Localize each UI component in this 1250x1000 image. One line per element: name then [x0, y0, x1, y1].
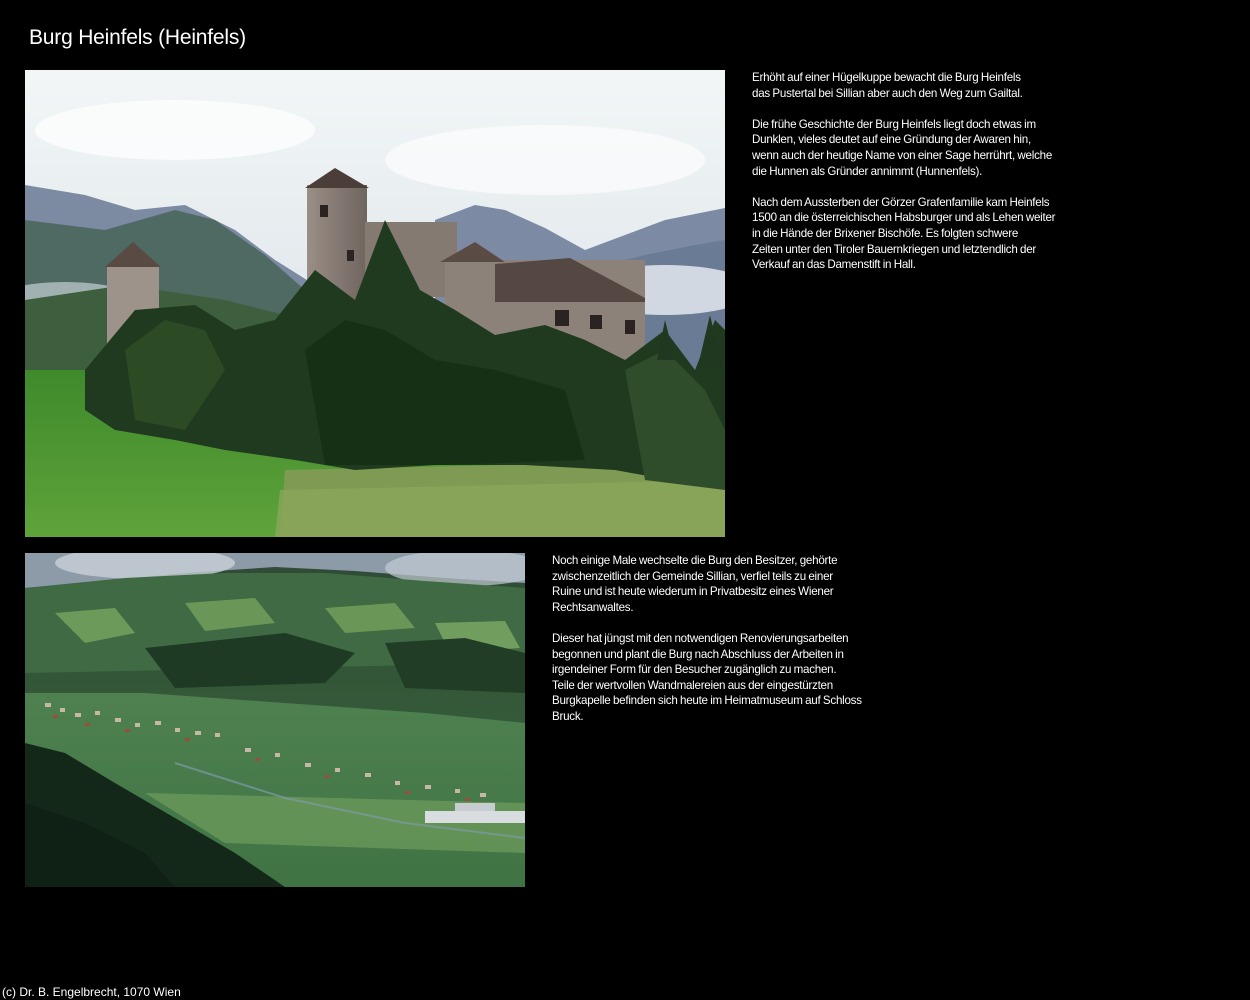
footer-copyright: (c) Dr. B. Engelbrecht, 1070 Wien — [2, 985, 181, 999]
paragraph — [752, 195, 1097, 273]
text-line: irgendeiner Form für den Besucher zugänglich zu machen. — [552, 663, 837, 677]
text-line: 1500 an die österreichischen Habsburger und als Lehen weiter — [752, 211, 1056, 225]
text-line: Bruck. — [552, 709, 584, 723]
text-line: Ruine und ist heute wiederum in Privatbesitz eines Wiener — [552, 585, 834, 599]
paragraph — [752, 117, 1097, 179]
text-line: Teile der wertvollen Wandmalereien aus der eingestürzten — [552, 678, 833, 692]
valley-photo — [25, 553, 525, 887]
text-line: Dunklen, vieles deutet auf eine Gründung der Awaren hin, — [752, 133, 1031, 147]
text-line: Verkauf an das Damenstift in Hall. — [752, 258, 916, 272]
text-line: Nach dem Aussterben der Görzer Grafenfamilie kam Heinfels — [752, 195, 1050, 209]
text-line: begonnen und plant die Burg nach Abschluss der Arbeiten in — [552, 647, 844, 661]
paragraph — [552, 553, 902, 615]
paragraph — [552, 631, 902, 725]
text-line: in die Hände der Brixener Bischöfe. Es folgten schwere — [752, 226, 1019, 240]
text-line: Rechtsanwaltes. — [552, 600, 634, 614]
valley-photo-image — [25, 553, 525, 887]
castle-photo-image — [25, 70, 725, 537]
text-line: zwischenzeitlich der Gemeinde Sillian, verfiel teils zu einer — [552, 569, 833, 583]
page-title: Burg Heinfels (Heinfels) — [29, 26, 246, 49]
text-line: das Pustertal bei Sillian aber auch den Weg zum Gailtal. — [752, 86, 1023, 100]
text-line: Dieser hat jüngst mit den notwendigen Renovierungsarbeiten — [552, 631, 849, 645]
text-line: Noch einige Male wechselte die Burg den Besitzer, gehörte — [552, 554, 838, 567]
text-line: Die frühe Geschichte der Burg Heinfels liegt doch etwas im — [752, 117, 1036, 131]
castle-photo — [25, 70, 725, 537]
text-line: Erhöht auf einer Hügelkuppe bewacht die Burg Heinfels — [752, 71, 1021, 84]
text-line: wenn auch der heutige Name von einer Sage herrührt, welche — [752, 148, 1053, 162]
text-line: Burgkapelle befinden sich heute im Heimatmuseum auf Schloss — [552, 694, 862, 708]
paragraph — [752, 70, 1097, 101]
text-line: die Hunnen als Gründer annimmt (Hunnenfels). — [752, 164, 983, 178]
text-line: Zeiten unter den Tiroler Bauernkriegen und letztendlich der — [752, 242, 1037, 256]
castle-history — [552, 553, 902, 740]
castle-description — [752, 70, 1097, 288]
